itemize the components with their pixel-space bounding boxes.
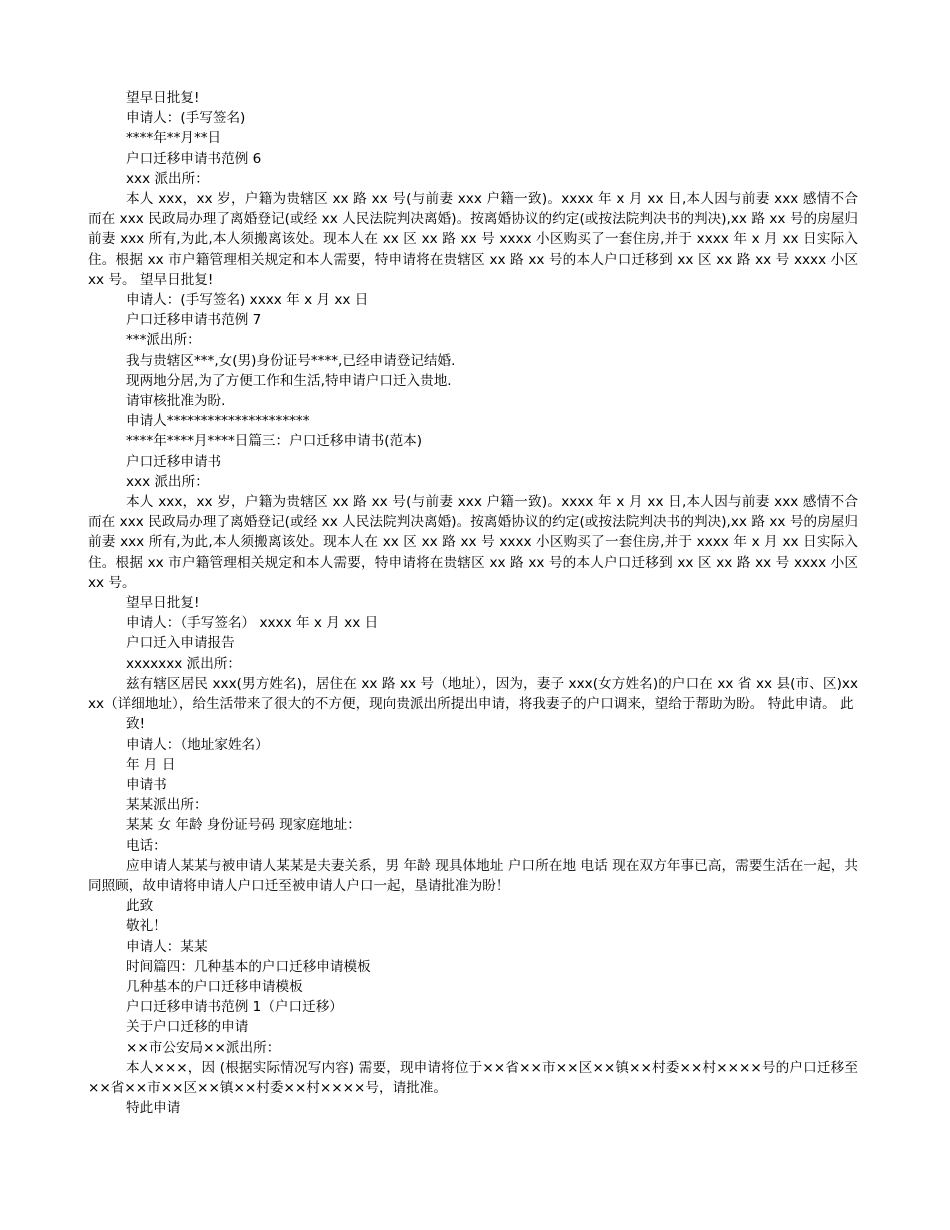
section-heading: 户口迁移申请书 [126, 453, 222, 470]
addressee-line: xxxxxxx 派出所： [126, 655, 242, 672]
text-line: 我与贵辖区***,女(男)身份证号****,已经申请登记结婚. [126, 352, 456, 369]
text-line: 望早日批复! [126, 595, 200, 612]
text-line: 请审核批准为盼. [126, 393, 226, 410]
date-line: ****年**月**日 [126, 130, 222, 147]
addressee-line: ××市公安局××派出所： [126, 1039, 281, 1056]
body-paragraph: 本人 xxx，xx 岁，户籍为贵辖区 xx 路 xx 号(与前妻 xxx 户籍一致)。xxxx 年 x 月 xx 日,本人因与前妻 xxx 感情不合而在 xxx 民政局办理了离婚登记(或经 xx 人民法院判决离婚)。按离婚协议的约定(或按法院判决书的判决),xx 路 xx 号的房屋归前妻 xxx 所有,为此,本人须搬离该处。现本人在 xx 区 xx 路 xx 号 xxxx 小区购买了一套住房,并于 xxxx 年 x 月 xx 日实际入住。根据 xx 市户籍管理相关规定和本人需要，特申请将在贵辖区 xx 路 xx 号的本人户口迁移到 xx 区 xx 路 xx 号 xxxx 小区 xx 号。 [88, 494, 858, 591]
addressee-line: 某某派出所： [126, 797, 208, 814]
section-heading: 申请书 [126, 776, 167, 793]
addressee-line: xxx 派出所： [126, 170, 209, 187]
text-line: 电话： [126, 837, 167, 854]
text-line: 现两地分居,为了方便工作和生活,特申请户口迁入贵地. [126, 372, 452, 389]
section-heading: 户口迁移申请书范例 7 [126, 312, 262, 329]
signature-line: 申请人：（手写签名） xxxx 年 x 月 xx 日 [126, 615, 379, 632]
section-heading: 户口迁入申请报告 [126, 635, 235, 652]
signature-line: 申请人********************* [126, 413, 310, 430]
text-line: 特此申请 [126, 1100, 181, 1117]
date-line: 年 月 日 [126, 756, 176, 773]
signature-line: 申请人：（地址家姓名） [126, 736, 269, 753]
text-line: 敬礼！ [126, 918, 167, 935]
date-line: ****年****月****日篇三：户口迁移申请书(范本) [126, 433, 423, 450]
document-body [88, 88, 858, 1118]
addressee-line: ***派出所： [126, 332, 201, 349]
addressee-line: xxx 派出所： [126, 473, 209, 490]
signature-line: 申请人：(手写签名) xxxx 年 x 月 xx 日 [126, 292, 369, 309]
section-heading: 关于户口迁移的申请 [126, 1019, 249, 1036]
body-paragraph: 本人 xxx，xx 岁，户籍为贵辖区 xx 路 xx 号(与前妻 xxx 户籍一致)。xxxx 年 x 月 xx 日,本人因与前妻 xxx 感情不合而在 xxx 民政局办理了离婚登记(或经 xx 人民法院判决离婚)。按离婚协议的约定(或按法院判决书的判决),xx 路 xx 号的房屋归前妻 xxx 所有,为此,本人须搬离该处。现本人在 xx 区 xx 路 xx 号 xxxx 小区购买了一套住房,并于 xxxx 年 x 月 xx 日实际入住。根据 xx 市户籍管理相关规定和本人需要，特申请将在贵辖区 xx 路 xx 号的本人户口迁移到 xx 区 xx 路 xx 号 xxxx 小区 xx 号。 望早日批复! [88, 191, 858, 288]
signature-line: 申请人：某某 [126, 938, 208, 955]
signature-line: 申请人：(手写签名) [126, 110, 246, 127]
text-line: 致! [126, 716, 146, 733]
body-paragraph: 本人×××，因 (根据实际情况写内容) 需要，现申请将位于××省××市××区××镇××村委××村××××号的户口迁移至××省××市××区××镇××村委××村××××号，请批准。 [88, 1059, 858, 1096]
text-line: 此致 [126, 898, 154, 915]
section-heading: 几种基本的户口迁移申请模板 [126, 978, 303, 995]
body-paragraph: 应申请人某某与被申请人某某是夫妻关系，男 年龄 现具体地址 户口所在地 电话 现在双方年事已高，需要生活在一起，共同照顾，故申请将申请人户口迁至被申请人户口一起，垦请批准为盼！ [88, 857, 858, 894]
section-heading: 户口迁移申请书范例 1（户口迁移） [126, 999, 343, 1016]
body-paragraph: 兹有辖区居民 xxx(男方姓名)，居住在 xx 路 xx 号（地址），因为，妻子 xxx(女方姓名)的户口在 xx 省 xx 县(市、区)xxxx（详细地址），给生活带来了很大的不方便，现向贵派出所提出申请，将我妻子的户口调来，望给于帮助为盼。 特此申请。 此 [88, 675, 858, 713]
text-line: 某某 女 年龄 身份证号码 现家庭地址： [126, 817, 361, 834]
section-heading: 时间篇四：几种基本的户口迁移申请模板 [126, 958, 371, 975]
section-heading: 户口迁移申请书范例 6 [126, 150, 262, 167]
text-line: 望早日批复! [126, 90, 200, 106]
